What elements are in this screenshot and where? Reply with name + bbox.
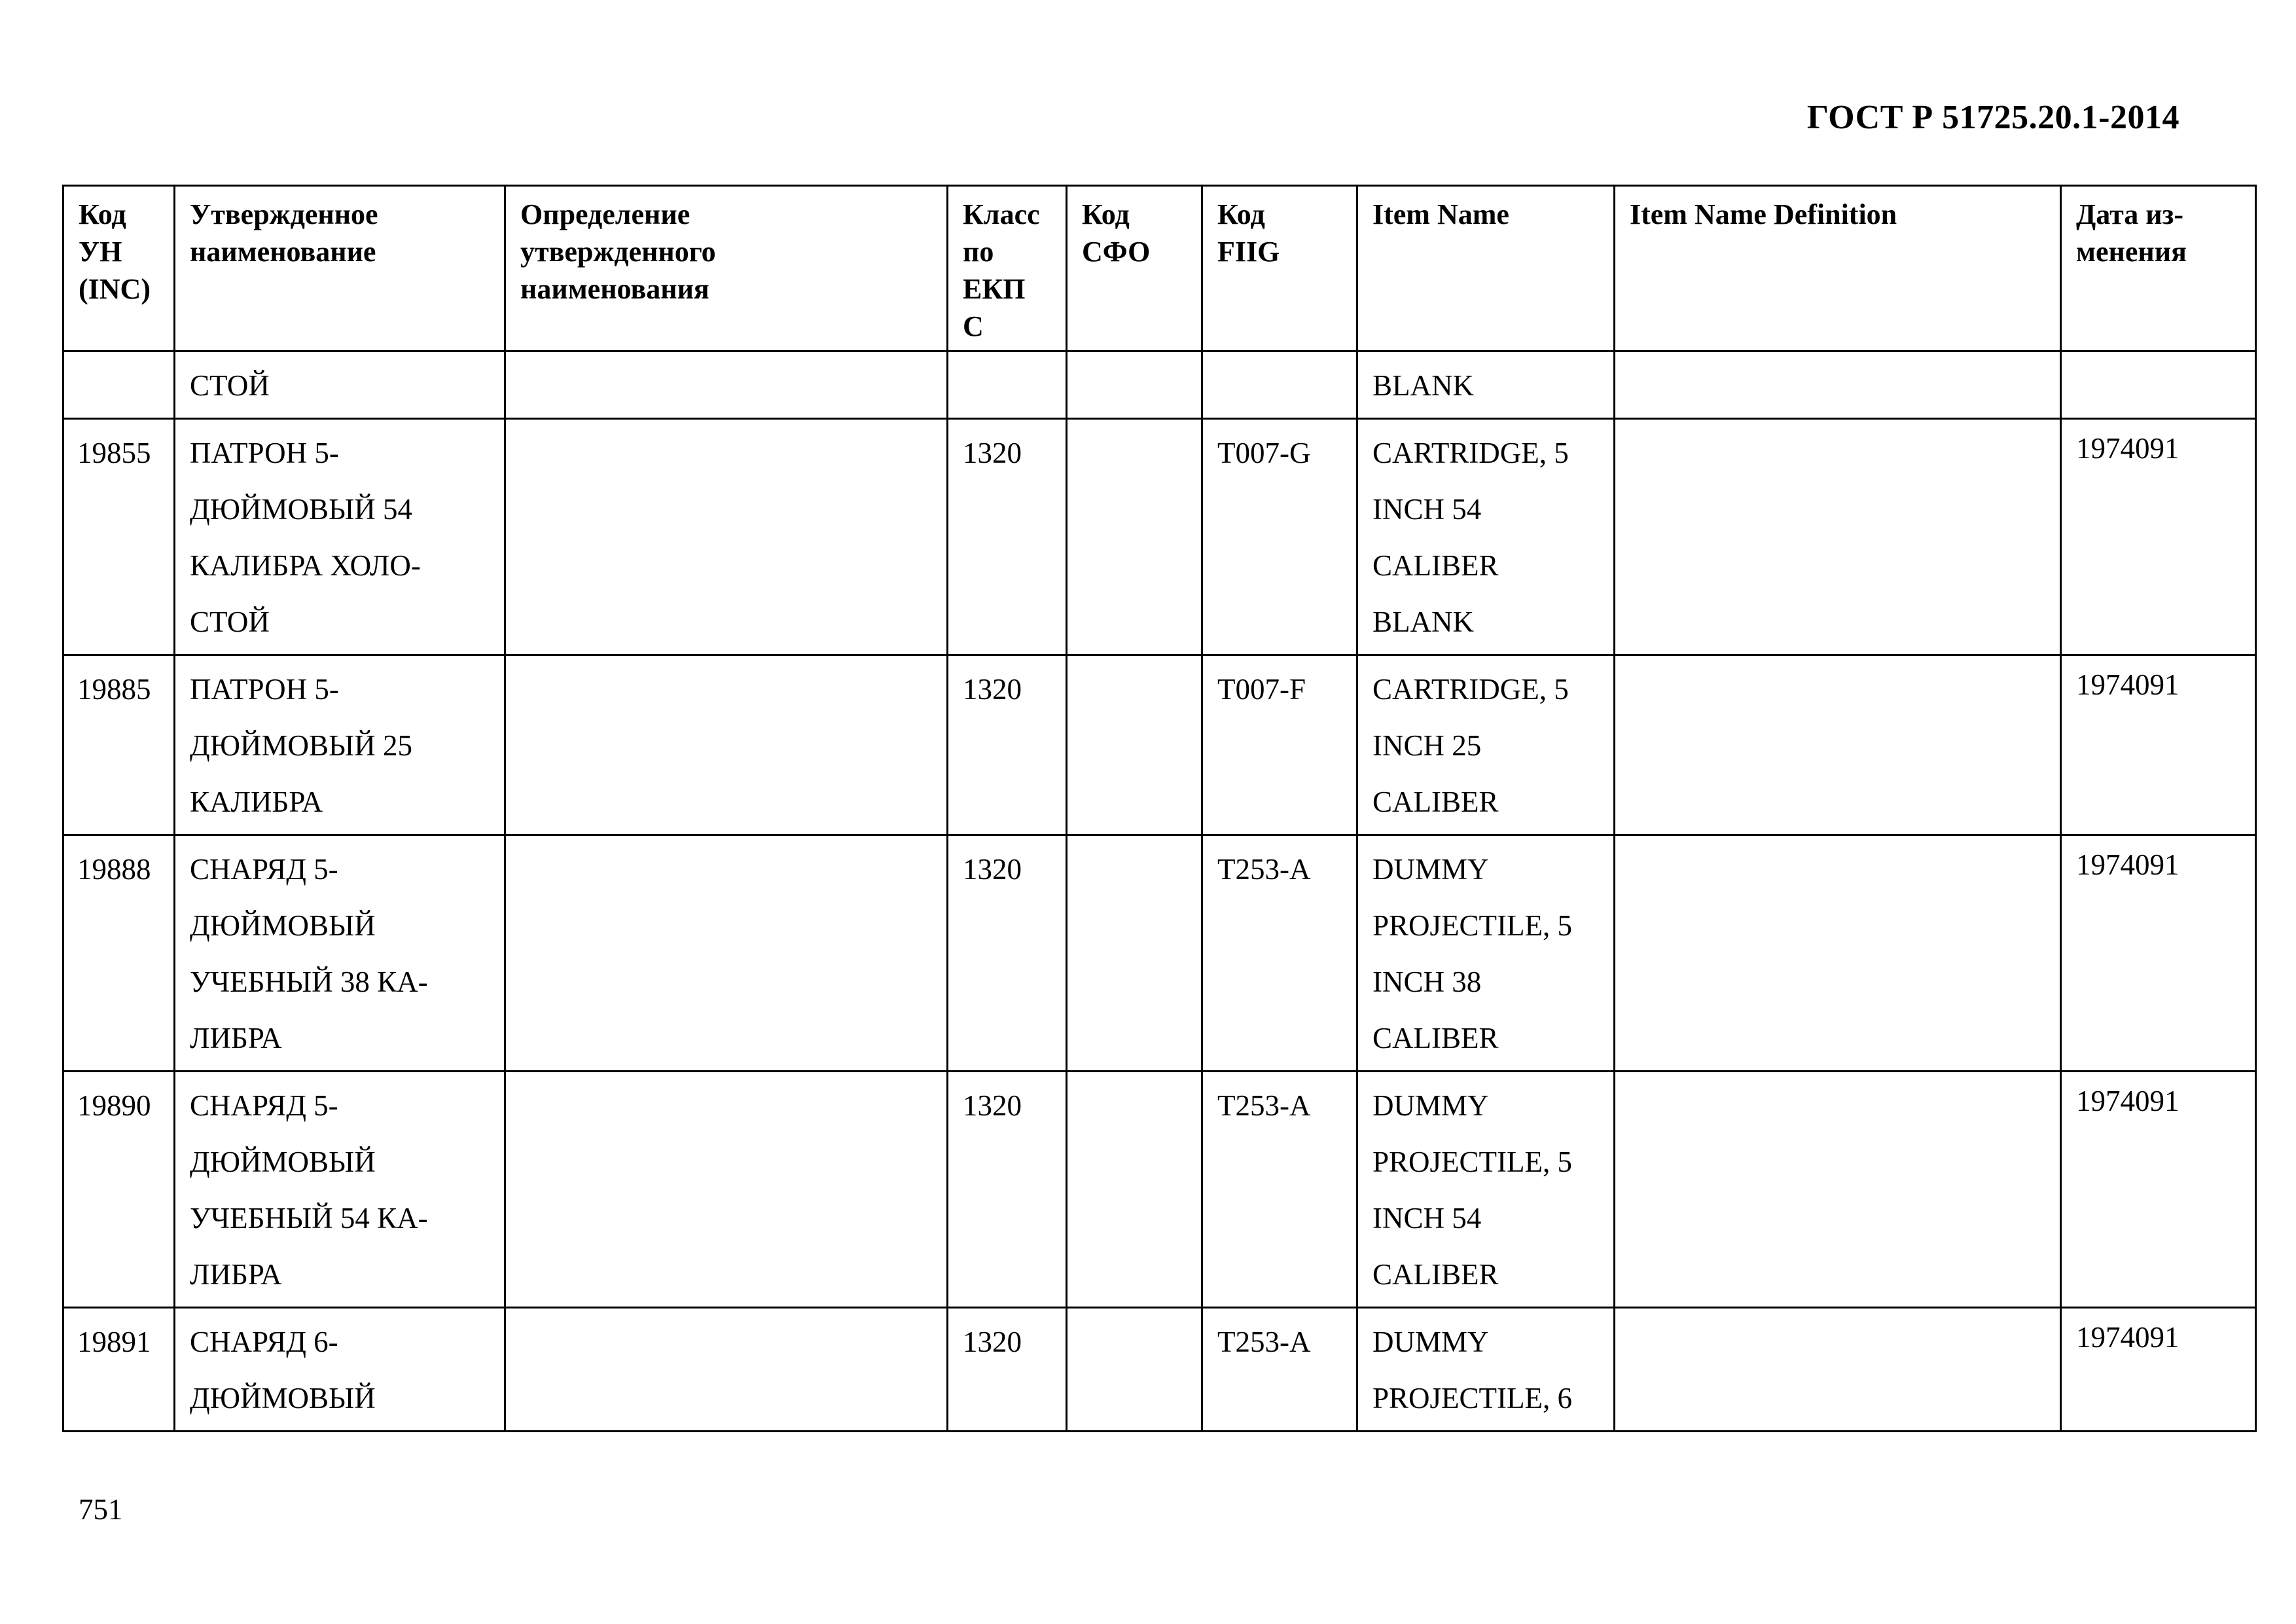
cell-inc: 19855	[63, 419, 175, 655]
cell-approved-name: ПАТРОН 5- ДЮЙМОВЫЙ 54 КАЛИБРА ХОЛО- СТОЙ	[175, 419, 505, 655]
cell-item-name-definition	[1615, 835, 2061, 1072]
cell-item-name: DUMMY PROJECTILE, 5 INCH 54 CALIBER	[1357, 1072, 1615, 1308]
column-header-name-definition: Определение утвержденного наименования	[505, 186, 948, 352]
cell-name-definition	[505, 1072, 948, 1308]
cell-fiig	[1202, 352, 1357, 419]
table-row	[63, 835, 2256, 1072]
column-header-approved-name: Утвержденное наименование	[175, 186, 505, 352]
column-header-sfo: Код СФО	[1067, 186, 1202, 352]
column-header-inc: Код УН (INC)	[63, 186, 175, 352]
cell-approved-name: СНАРЯД 5- ДЮЙМОВЫЙ УЧЕБНЫЙ 38 КА- ЛИБРА	[175, 835, 505, 1072]
cell-inc: 19890	[63, 1072, 175, 1308]
cell-change-date: 1974091	[2061, 1308, 2256, 1432]
cell-item-name-definition	[1615, 352, 2061, 419]
cell-change-date	[2061, 352, 2256, 419]
cell-inc: 19891	[63, 1308, 175, 1432]
cell-approved-name: ПАТРОН 5- ДЮЙМОВЫЙ 25 КАЛИБРА	[175, 655, 505, 835]
cell-class: 1320	[948, 1308, 1067, 1432]
cell-name-definition	[505, 1308, 948, 1432]
cell-name-definition	[505, 352, 948, 419]
cell-item-name: BLANK	[1357, 352, 1615, 419]
cell-class	[948, 352, 1067, 419]
cell-name-definition	[505, 655, 948, 835]
table-row	[63, 655, 2256, 835]
cell-sfo	[1067, 352, 1202, 419]
cell-class: 1320	[948, 1072, 1067, 1308]
cell-sfo	[1067, 835, 1202, 1072]
cell-change-date: 1974091	[2061, 419, 2256, 655]
catalog-table	[62, 185, 2257, 1432]
column-header-item-name-definition: Item Name Definition	[1615, 186, 2061, 352]
cell-item-name: CARTRIDGE, 5 INCH 25 CALIBER	[1357, 655, 1615, 835]
table-row	[63, 1072, 2256, 1308]
cell-approved-name: СНАРЯД 5- ДЮЙМОВЫЙ УЧЕБНЫЙ 54 КА- ЛИБРА	[175, 1072, 505, 1308]
cell-sfo	[1067, 1072, 1202, 1308]
page-number: 751	[79, 1493, 123, 1526]
cell-approved-name: СТОЙ	[175, 352, 505, 419]
cell-fiig: T007-F	[1202, 655, 1357, 835]
cell-change-date: 1974091	[2061, 655, 2256, 835]
table-row	[63, 352, 2256, 419]
cell-change-date: 1974091	[2061, 835, 2256, 1072]
cell-fiig: T253-A	[1202, 835, 1357, 1072]
cell-inc: 19888	[63, 835, 175, 1072]
cell-change-date: 1974091	[2061, 1072, 2256, 1308]
cell-class: 1320	[948, 655, 1067, 835]
cell-item-name: DUMMY PROJECTILE, 5 INCH 38 CALIBER	[1357, 835, 1615, 1072]
column-header-item-name: Item Name	[1357, 186, 1615, 352]
cell-class: 1320	[948, 835, 1067, 1072]
cell-fiig: T007-G	[1202, 419, 1357, 655]
cell-item-name-definition	[1615, 655, 2061, 835]
cell-item-name-definition	[1615, 1308, 2061, 1432]
cell-item-name: CARTRIDGE, 5 INCH 54 CALIBER BLANK	[1357, 419, 1615, 655]
cell-sfo	[1067, 1308, 1202, 1432]
cell-approved-name: СНАРЯД 6- ДЮЙМОВЫЙ	[175, 1308, 505, 1432]
cell-item-name: DUMMY PROJECTILE, 6	[1357, 1308, 1615, 1432]
column-header-change-date: Дата из- менения	[2061, 186, 2256, 352]
document-code: ГОСТ Р 51725.20.1-2014	[1806, 99, 2179, 136]
column-header-class: Класс по ЕКП С	[948, 186, 1067, 352]
cell-class: 1320	[948, 419, 1067, 655]
table-row	[63, 1308, 2256, 1432]
cell-inc: 19885	[63, 655, 175, 835]
cell-name-definition	[505, 419, 948, 655]
cell-item-name-definition	[1615, 419, 2061, 655]
cell-item-name-definition	[1615, 1072, 2061, 1308]
table-header-row	[63, 186, 2256, 352]
cell-fiig: T253-A	[1202, 1072, 1357, 1308]
cell-sfo	[1067, 419, 1202, 655]
column-header-fiig: Код FIIG	[1202, 186, 1357, 352]
table-row	[63, 419, 2256, 655]
cell-name-definition	[505, 835, 948, 1072]
cell-inc	[63, 352, 175, 419]
cell-fiig: T253-A	[1202, 1308, 1357, 1432]
table-body	[63, 352, 2256, 1432]
cell-sfo	[1067, 655, 1202, 835]
